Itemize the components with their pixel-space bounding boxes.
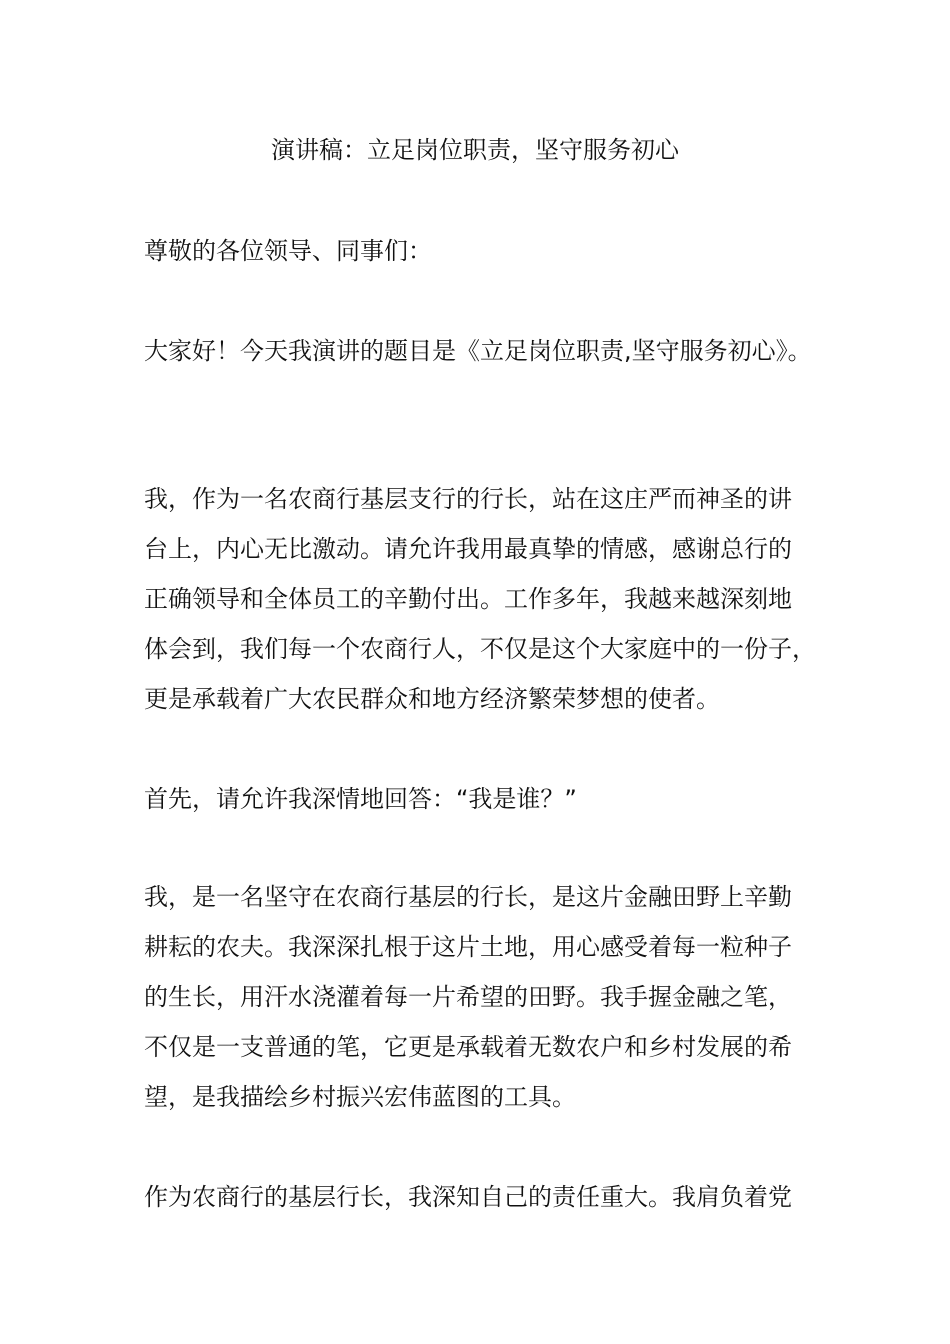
paragraph-line: 台上，内心无比激动。请允许我用最真挚的情感，感谢总行的 [144,535,792,563]
paragraph-line: 大家好！今天我演讲的题目是《立足岗位职责,坚守服务初心》。 [144,337,812,365]
paragraph-line: 首先，请允许我深情地回答：“我是谁？” [144,785,577,813]
paragraph-responsibility [144,1172,824,1222]
paragraph-line: 更是承载着广大农民群众和地方经济繁荣梦想的使者。 [144,685,720,713]
document-title: 演讲稿：立足岗位职责，坚守服务初心 [271,136,679,164]
paragraph-line: 我，作为一名农商行基层支行的行长，站在这庄严而神圣的讲 [144,485,792,513]
paragraph-salutation [144,226,824,276]
paragraph-line: 正确领导和全体员工的辛勤付出。工作多年，我越来越深刻地 [144,585,792,613]
paragraph-greeting [144,326,824,376]
paragraph-answer [144,872,824,1122]
paragraph-line: 体会到，我们每一个农商行人，不仅是这个大家庭中的一份子， [144,635,816,663]
paragraph-question [144,774,824,824]
paragraph-line: 耕耘的农夫。我深深扎根于这片土地，用心感受着每一粒种子 [144,933,792,961]
paragraph-line: 作为农商行的基层行长，我深知自己的责任重大。我肩负着党 [144,1183,792,1211]
paragraph-line: 不仅是一支普通的笔，它更是承载着无数农户和乡村发展的希 [144,1033,792,1061]
paragraph-line: 我，是一名坚守在农商行基层的行长，是这片金融田野上辛勤 [144,883,792,911]
paragraph-introduction [144,474,824,724]
paragraph-line: 望，是我描绘乡村振兴宏伟蓝图的工具。 [144,1083,576,1111]
paragraph-line: 尊敬的各位领导、同事们： [144,237,432,265]
paragraph-line: 的生长，用汗水浇灌着每一片希望的田野。我手握金融之笔， [144,983,792,1011]
